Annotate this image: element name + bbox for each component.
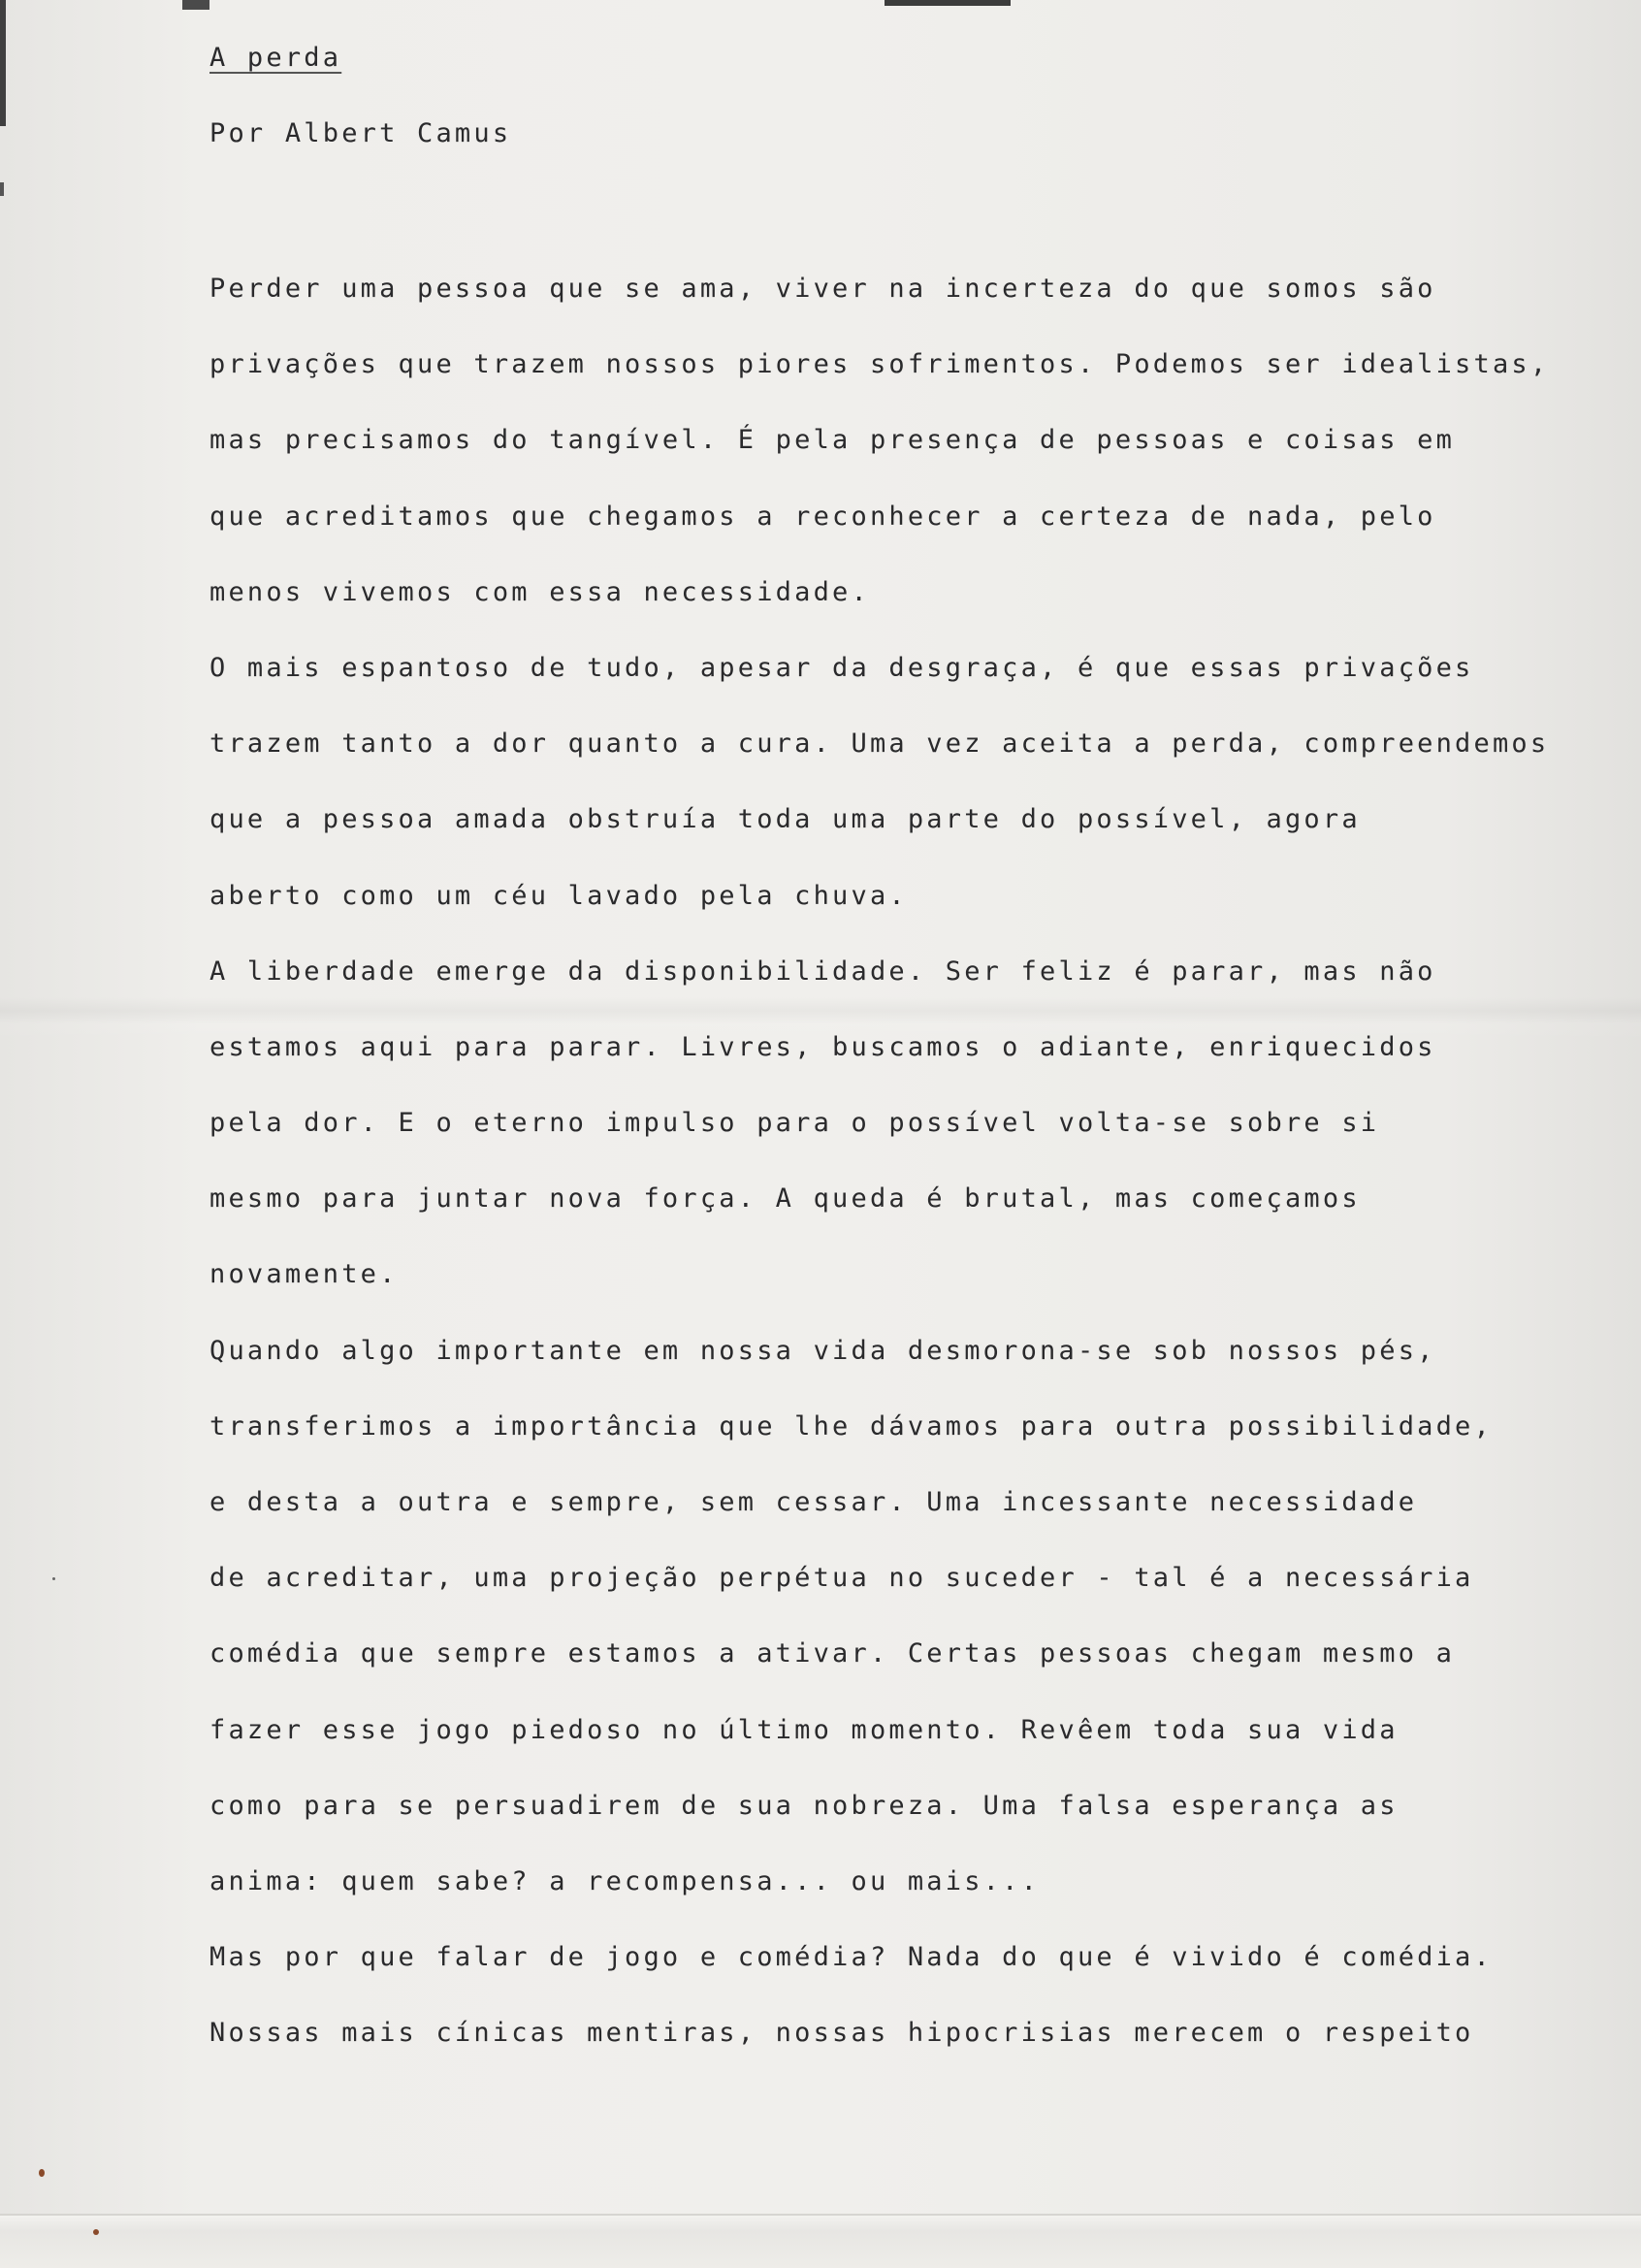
text-line: menos vivemos com essa necessidade.	[209, 576, 870, 607]
text-line: mas precisamos do tangível. É pela presença de pessoas e coisas em	[209, 425, 1456, 456]
text-line: pela dor. E o eterno impulso para o possível volta-se sobre si	[209, 1108, 1380, 1139]
text-line: Mas por que falar de jogo e comédia? Nada do que é vivido é comédia.	[209, 1942, 1493, 1973]
text-line: Nossas mais cínicas mentiras, nossas hipocrisias merecem o respeito	[209, 2018, 1474, 2049]
page-edge-mark	[182, 0, 209, 10]
text-line: transferimos a importância que lhe dávamos para outra possibilidade,	[209, 1410, 1493, 1442]
text-line: anima: quem sabe? a recompensa... ou mais...	[209, 1865, 1041, 1896]
text-line: fazer esse jogo piedoso no último momento. Revêem toda sua vida	[209, 1714, 1399, 1745]
text-line: Quando algo importante em nossa vida desmorona-se sob nossos pés,	[209, 1335, 1436, 1366]
paper-stain	[39, 2169, 45, 2177]
page-edge-mark	[885, 0, 1011, 6]
paper-stain	[52, 1577, 55, 1580]
text-line: que a pessoa amada obstruía toda uma parte do possível, agora	[209, 804, 1361, 835]
text-line: que acreditamos que chegamos a reconhecer a certeza de nada, pelo	[209, 501, 1436, 532]
text-line: novamente.	[209, 1259, 399, 1290]
text-line: mesmo para juntar nova força. A queda é brutal, mas começamos	[209, 1183, 1361, 1215]
text-line: aberto como um céu lavado pela chuva.	[209, 880, 908, 911]
text-line: A liberdade emerge da disponibilidade. Ser feliz é parar, mas não	[209, 956, 1436, 987]
text-line: O mais espantoso de tudo, apesar da desgraça, é que essas privações	[209, 652, 1474, 683]
text-line: estamos aqui para parar. Livres, buscamos o adiante, enriquecidos	[209, 1031, 1436, 1062]
page-bottom-edge	[0, 2214, 1641, 2268]
text-line: e desta a outra e sempre, sem cessar. Uma incessante necessidade	[209, 1487, 1418, 1517]
text-line: como para se persuadirem de sua nobreza. Uma falsa esperança as	[209, 1790, 1399, 1821]
page-edge-shadow	[0, 0, 6, 126]
page-edge-mark	[0, 182, 4, 196]
document-body	[209, 270, 1549, 2090]
text-line: privações que trazem nossos piores sofrimentos. Podemos ser idealistas,	[209, 349, 1550, 380]
paper-stain	[93, 2229, 99, 2235]
document-title: A perda	[209, 43, 342, 73]
text-line: trazem tanto a dor quanto a cura. Uma vez aceita a perda, compreendemos	[209, 729, 1550, 760]
text-line: Perder uma pessoa que se ama, viver na incerteza do que somos são	[209, 274, 1436, 304]
document-author: Por Albert Camus	[209, 118, 512, 148]
text-line: comédia que sempre estamos a ativar. Certas pessoas chegam mesmo a	[209, 1638, 1456, 1669]
text-line: de acreditar, uma projeção perpétua no suceder - tal é a necessária	[209, 1563, 1474, 1594]
